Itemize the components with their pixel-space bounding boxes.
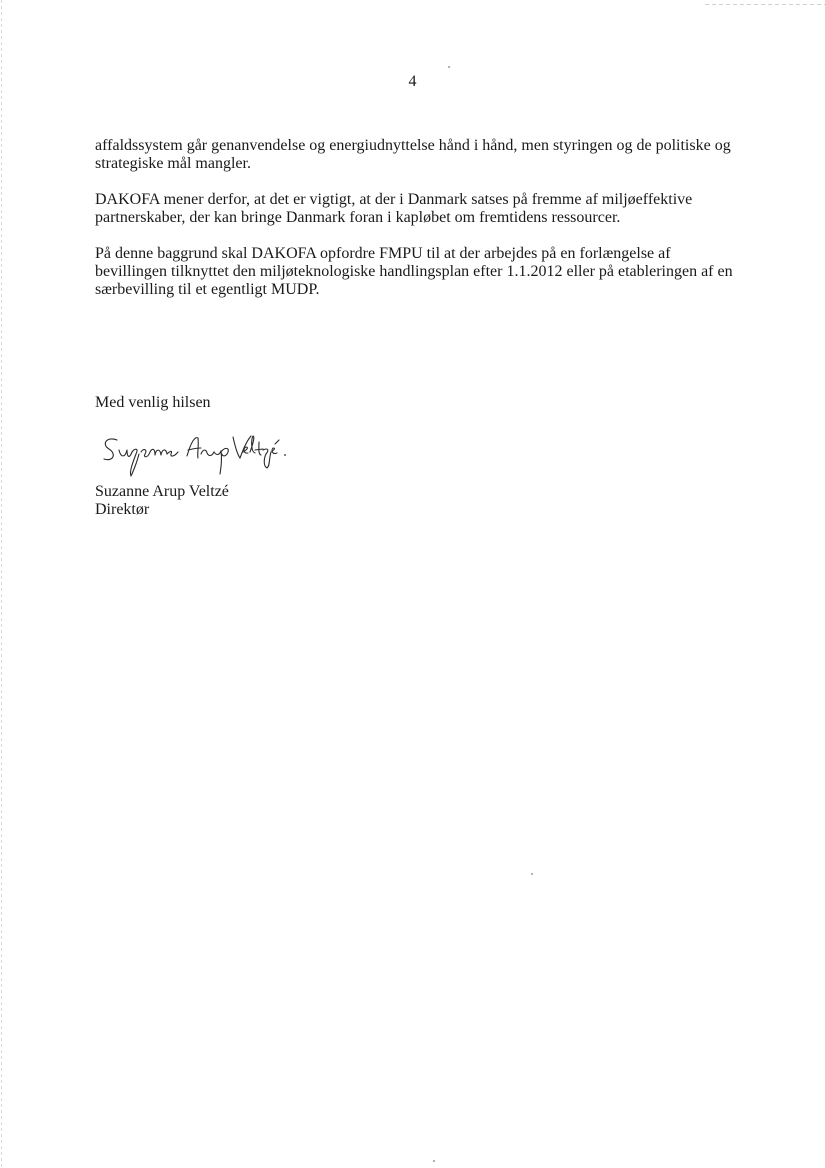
- scan-speck: [531, 873, 533, 875]
- scan-speck: [448, 66, 450, 68]
- text-line: På denne baggrund skal DAKOFA opfordre FMPU til at der arbejdes på en forlængelse af: [95, 245, 671, 262]
- scan-edge-top: [705, 4, 825, 5]
- text-line: partnerskaber, der kan bringe Danmark foran i kapløbet om fremtidens ressourcer.: [95, 209, 621, 226]
- text-line: særbevilling til et egentligt MUDP.: [95, 281, 320, 298]
- letter-body: [95, 137, 740, 317]
- signer-name: Suzanne Arup Veltzé: [95, 483, 229, 500]
- text-line: affaldssystem går genanvendelse og energiudnyttelse hånd i hånd, men styringen og de politiske og: [95, 137, 731, 154]
- handwritten-signature: [95, 422, 315, 482]
- closing-greeting: Med venlig hilsen: [95, 394, 211, 411]
- paragraph-2: [95, 191, 740, 227]
- scan-speck: [433, 1160, 435, 1162]
- scan-edge-left: [1, 0, 2, 1168]
- page-number: 4: [408, 73, 417, 90]
- signer-block: [95, 483, 229, 519]
- paragraph-3: [95, 245, 740, 299]
- signer-title: Direktør: [95, 501, 150, 518]
- text-line: bevillingen tilknyttet den miljøteknologiske handlingsplan efter 1.1.2012 eller på etableringen af en: [95, 263, 733, 280]
- paragraph-1: [95, 137, 740, 173]
- text-line: DAKOFA mener derfor, at det er vigtigt, at der i Danmark satses på fremme af miljøeffektive: [95, 191, 693, 208]
- text-line: strategiske mål mangler.: [95, 155, 251, 172]
